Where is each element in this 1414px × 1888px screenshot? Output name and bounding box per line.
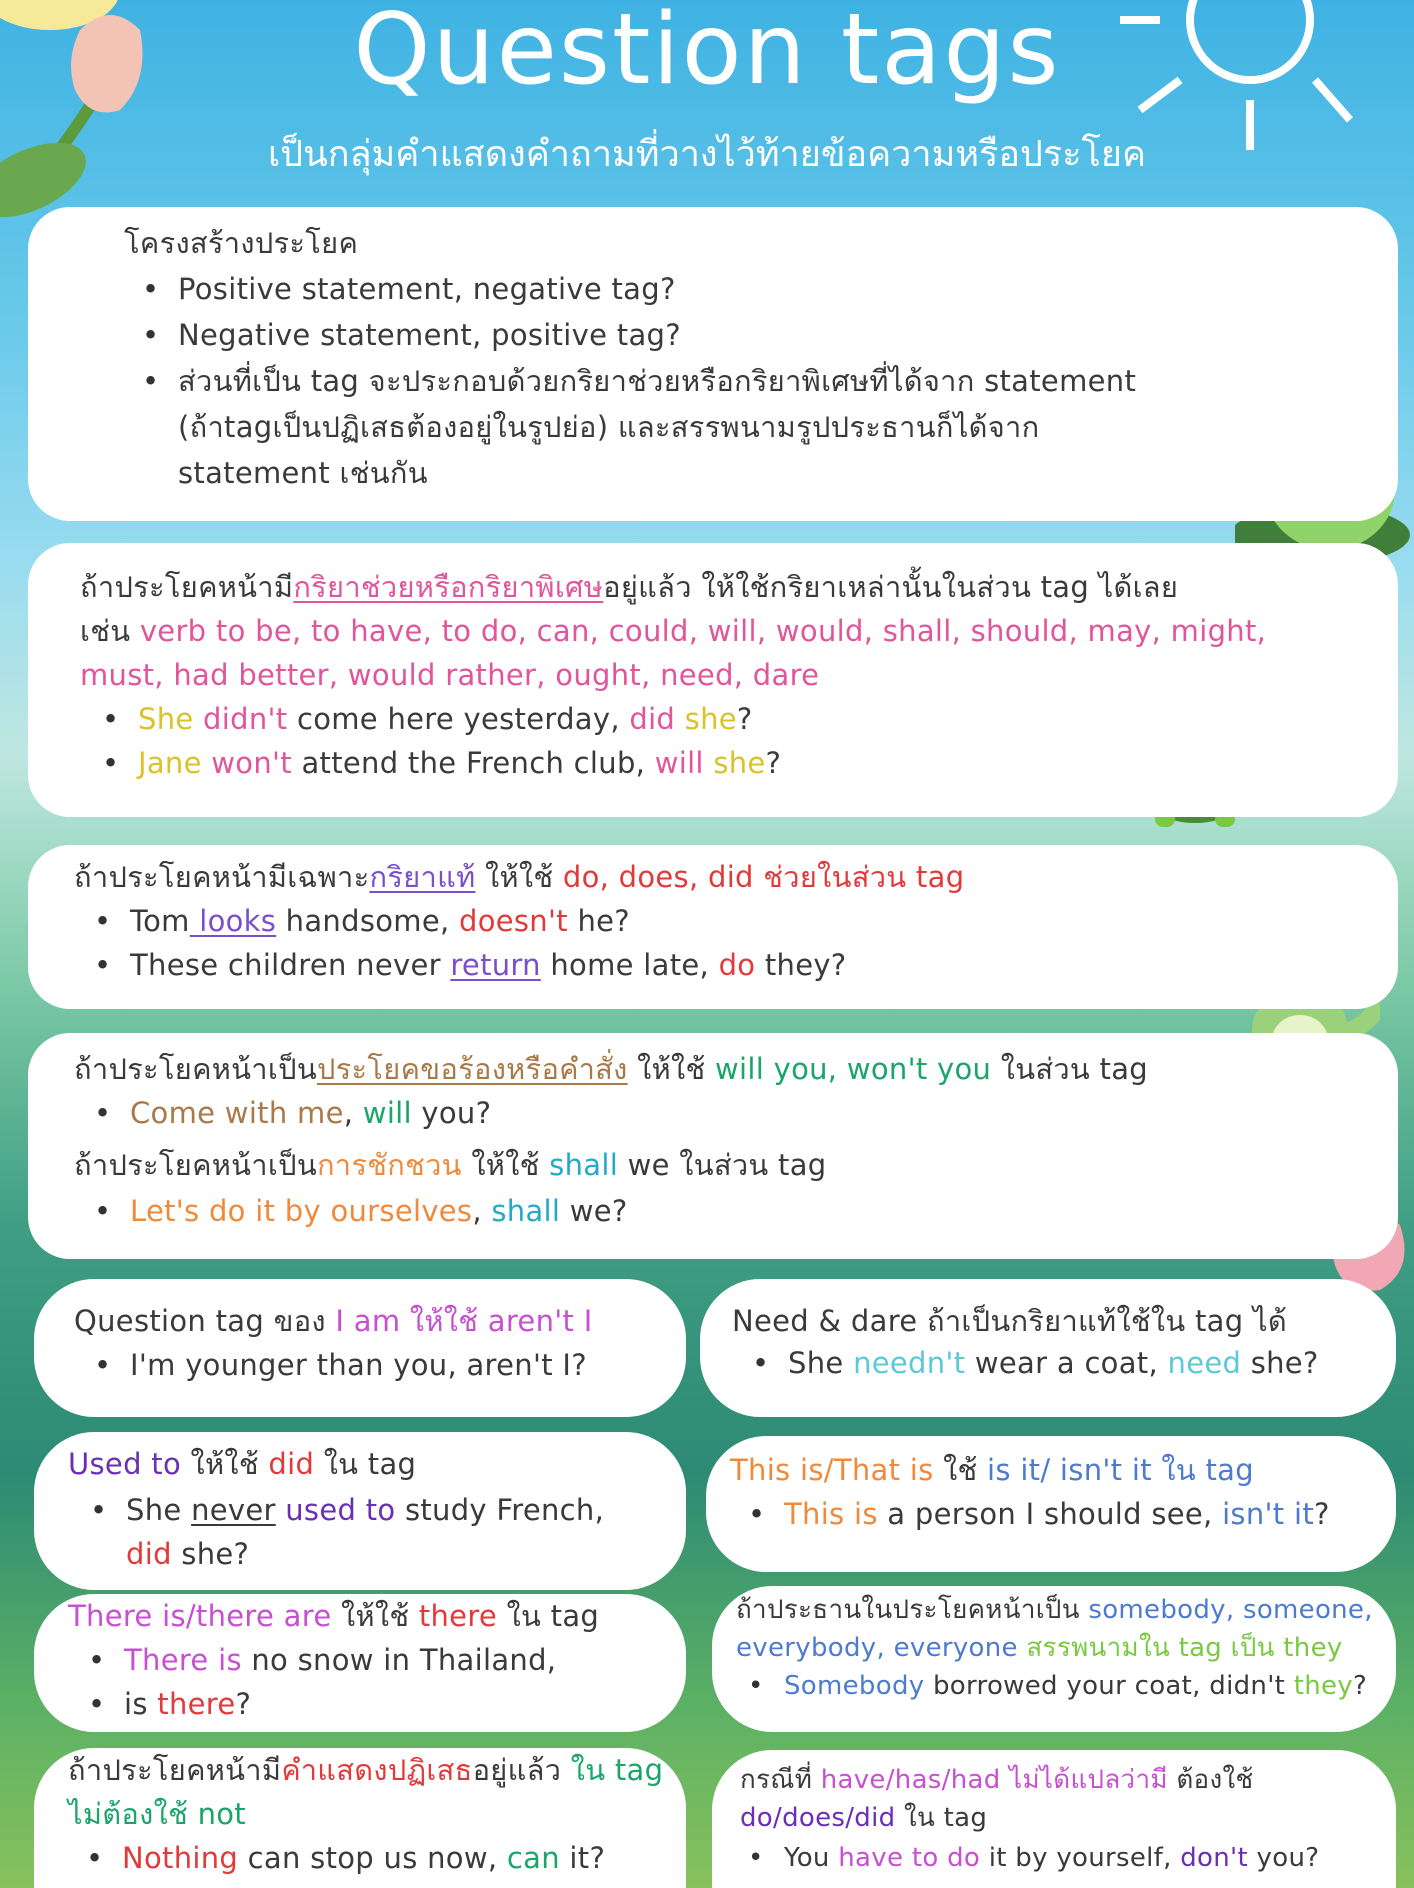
tag-subject: there [157,1687,236,1721]
text: ถ้าประโยคหน้ามี [80,570,294,604]
text: Tom [130,904,190,938]
text: กรณีที่ [740,1765,821,1795]
tag-verb: did [126,1537,172,1571]
tag-verb: will [654,746,704,780]
subject: Nothing [122,1841,239,1875]
text: ? [736,702,753,736]
structure-bullet-1: • Positive statement, negative tag? [178,267,676,311]
tag-verb: did [629,702,676,736]
text: ถ้าประโยคหน้าเป็น [74,1052,317,1086]
text: ? [1314,1497,1330,1531]
negative-word: never [191,1493,276,1527]
tag-verb: will [362,1096,412,1130]
text: handsome, [276,904,459,938]
text: home late, [540,948,719,982]
highlight: do/does/did [740,1803,896,1833]
this-that-rule [730,1448,1254,1492]
verb: looks [189,904,277,938]
tag-subject: she [703,746,766,780]
highlight: everybody, everyone [736,1633,1018,1663]
suggestion-rule [74,1143,827,1187]
main-verb-rule [74,855,964,899]
main-verb-example-2 [130,943,847,987]
text: ถ้าประธานในประโยคหน้าเป็น [736,1595,1089,1625]
request-example [130,1091,491,1135]
highlight: ใน tag [570,1753,664,1787]
text [276,1493,286,1527]
highlight: will you, won't you [715,1052,992,1086]
page-title: Question tags [353,0,1061,107]
have-to-card [712,1750,1396,1888]
used-to-example-line-2 [126,1532,249,1576]
text: , [343,1096,363,1130]
indefinite-pronoun-card [712,1586,1396,1732]
have-to-rule-line-2 [740,1796,987,1840]
text: You [784,1843,839,1873]
text: ให้ใช้ [181,1447,269,1481]
subject: Jane [138,746,202,780]
negative-word-card [34,1748,686,1888]
highlight: somebody, someone, [1088,1595,1373,1625]
text: study French, [395,1493,605,1527]
auxiliary-rule-line-2 [80,609,1266,653]
highlight: is it/ isn't it ใน tag [987,1453,1254,1487]
subject: Somebody [784,1671,925,1701]
highlight: I am ให้ใช้ aren't I [335,1304,593,1338]
text: , [472,1194,492,1228]
text: ถ้าประโยคหน้ามีเฉพาะ [74,860,370,894]
tag: isn't it [1222,1497,1315,1531]
tag-verb: need [1167,1346,1242,1380]
text: These children never [130,948,451,982]
negative-rule-line-1 [68,1748,663,1792]
highlight: did [268,1447,315,1481]
highlight: there [418,1599,498,1633]
main-verb-example-1 [130,899,630,943]
text: ต้องใช้ [1167,1765,1254,1795]
there-is-example-tag [124,1682,251,1726]
this-that-card [706,1436,1396,1572]
negative-rule-line-2: ไม่ต้องใช้ not [68,1797,246,1831]
text: ให้ใช้ [331,1599,419,1633]
auxiliary: won't [201,746,292,780]
text: ให้ใช้ [475,860,563,894]
auxiliary-example-1 [138,697,753,741]
text: she? [171,1537,250,1571]
highlight: สรรพนามใน tag เป็น they [1017,1633,1343,1663]
i-am-card [34,1279,686,1417]
tag-subject: she [675,702,737,736]
text: wear a coat, [965,1346,1168,1380]
i-am-example: • I'm younger than you, aren't I? [130,1343,587,1387]
highlight: There is/there are [68,1599,332,1633]
main-verb-card [28,845,1398,1009]
i-am-rule [74,1299,593,1343]
text: can stop us now, [238,1841,507,1875]
verb-list: verb to be, to have, to do, can, could, will, would, shall, should, may, might, [139,614,1267,648]
there-is-card [34,1594,686,1732]
tag-subject: they [1293,1671,1353,1701]
text: he? [567,904,630,938]
auxiliary: didn't [193,702,288,736]
text: ใน tag [895,1803,988,1833]
indefinite-example [784,1664,1367,1708]
auxiliary-verb-card [28,543,1398,817]
text: อยู่แล้ว ให้ใช้กริยาเหล่านั้นในส่วน tag ได้เลย [603,570,1179,604]
subject: There is [124,1643,242,1677]
highlight: การชักชวน [316,1148,462,1182]
request-command-card [28,1033,1398,1259]
highlight: This is/That is [730,1453,934,1487]
used-to-card [34,1432,686,1590]
tag-verb: can [506,1841,560,1875]
text: เช่น [80,614,140,648]
need-dare-rule: Need & dare ถ้าเป็นกริยาแท้ใช้ใน tag ได้ [732,1304,1287,1338]
verb: return [450,948,541,982]
text: a person I should see, [877,1497,1223,1531]
text: ให้ใช้ [627,1052,715,1086]
tag-verb: do [718,948,756,982]
text: borrowed your coat, didn't [924,1671,1294,1701]
highlight: กริยาแท้ [369,860,476,894]
text: you? [411,1096,492,1130]
subject: This is [784,1497,878,1531]
verb: needn't [853,1346,966,1380]
text: we ในส่วน tag [618,1148,827,1182]
there-is-rule [68,1594,599,1638]
structure-card [28,207,1398,521]
text: is [124,1687,158,1721]
statement: Come with me [130,1096,344,1130]
text: come here yesterday, [287,702,630,736]
highlight: กริยาช่วยหรือกริยาพิเศษ [293,570,604,604]
tag-verb: don't [1180,1843,1248,1873]
there-is-example [124,1638,556,1682]
text: you? [1247,1843,1320,1873]
text: อยู่แล้ว [472,1753,571,1787]
text: ถ้าประโยคหน้ามี [68,1753,282,1787]
text: they? [755,948,847,982]
page-subtitle: เป็นกลุ่มคำแสดงคำถามที่วางไว้ท้ายข้อความหรือประโยค [267,134,1147,175]
need-dare-card [700,1279,1396,1417]
verb: have to do [838,1843,981,1873]
used-to-example [126,1488,604,1532]
structure-bullet-3-line-3: statement เช่นกัน [178,456,428,490]
highlight: do, does, did ช่วยในส่วน tag [562,860,965,894]
auxiliary-rule-line-3: must, had better, would rather, ought, need, dare [80,658,820,692]
structure-bullet-3: • ส่วนที่เป็น tag จะประกอบด้วยกริยาช่วยหรือกริยาพิเศษที่ได้จาก statement [178,359,1136,403]
auxiliary-rule-line-1 [80,565,1178,609]
text: ? [1352,1671,1368,1701]
structure-bullet-3-line-2: (ถ้าtagเป็นปฏิเสธต้องอยู่ในรูปย่อ) และสรรพนามรูปประธานก็ได้จาก [178,410,1040,444]
text: ในส่วน tag [991,1052,1148,1086]
text: attend the French club, [291,746,655,780]
structure-bullet-2: • Negative statement, positive tag? [178,313,681,357]
text: it? [559,1841,606,1875]
text: ใช้ [933,1453,988,1487]
tag-verb: shall [491,1194,561,1228]
subject: She [138,702,194,736]
request-rule [74,1047,1148,1091]
text: She [126,1493,192,1527]
used-to-rule [68,1442,416,1486]
verb: used to [285,1493,396,1527]
text: she? [1241,1346,1319,1380]
this-that-example [784,1492,1330,1536]
structure-heading: โครงสร้างประโยค [124,226,359,260]
text: no snow in Thailand, [241,1643,557,1677]
highlight: shall [549,1148,619,1182]
text: ? [765,746,782,780]
highlight: have/has/had ไม่ได้แปลว่ามี [820,1765,1168,1795]
need-dare-example [788,1341,1319,1385]
text: ให้ใช้ [461,1148,550,1182]
highlight: คำแสดงปฏิเสธ [281,1753,473,1787]
suggestion-example [130,1189,628,1233]
text: ใน tag [497,1599,600,1633]
auxiliary-example-2 [138,741,781,785]
statement: Let's do it by ourselves [130,1194,473,1228]
negative-example [122,1836,605,1880]
text: ถ้าประโยคหน้าเป็น [74,1148,317,1182]
have-to-example [784,1836,1319,1880]
text: ใน tag [314,1447,417,1481]
tag-verb: doesn't [459,904,568,938]
text: She [788,1346,854,1380]
text: it by yourself, [980,1843,1181,1873]
highlight: Used to [68,1447,182,1481]
text: Question tag ของ [74,1304,336,1338]
text: ? [235,1687,252,1721]
highlight: ประโยคขอร้องหรือคำสั่ง [316,1052,628,1086]
text: we? [560,1194,628,1228]
